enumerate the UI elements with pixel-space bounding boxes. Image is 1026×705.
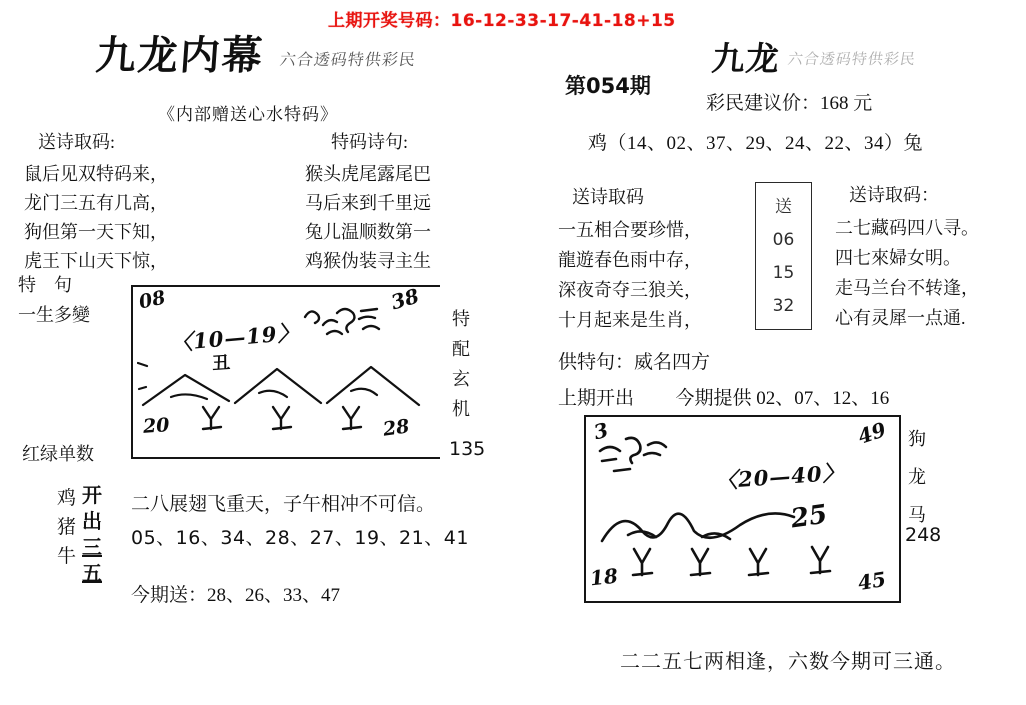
- left-bracket-line: 《内部赠送心水特码》: [158, 105, 338, 125]
- right-side-char-3: 马: [908, 505, 926, 525]
- left-hong-lv-label: 红绿单数: [22, 444, 94, 464]
- left-box-range: 〈10—19〉: [170, 319, 301, 356]
- send-box-label: 送: [775, 197, 792, 217]
- send-box-number-3: 32: [772, 296, 795, 316]
- left-zodiac-2: 猪: [57, 517, 77, 538]
- send-box-number-1: 06: [772, 230, 795, 250]
- left-poem-b-line-2: 马后来到千里远: [305, 193, 431, 213]
- left-box-bottom-left-number: 20: [142, 414, 171, 438]
- right-poem-b-line-3: 走马兰台不转逢，: [835, 278, 979, 298]
- left-poem-b-line-1: 猴头虎尾露尾巴: [305, 164, 431, 184]
- right-box-bottom-right-number: 45: [856, 566, 888, 596]
- left-poem-a-line-3: 狗但第一天下知，: [24, 222, 168, 242]
- left-side-char-1: 特: [452, 309, 470, 329]
- left-zodiac-1: 鸡: [57, 488, 77, 509]
- suggested-price: 彩民建议价：168 元: [706, 93, 873, 114]
- left-poem-a-heading: 送诗取码:: [38, 132, 116, 152]
- left-poem-column-b: [305, 128, 431, 276]
- issue-number: 第054期: [565, 74, 651, 98]
- left-box-tally-marks-icon: [137, 403, 437, 439]
- left-forecast-line: 二八展翅飞重天，子午相冲不可信。: [131, 494, 436, 515]
- right-poem-b-line-4: 心有灵犀一点通.: [835, 308, 966, 328]
- right-bottom-line: 二二五七两相逢，六数今期可三通。: [620, 651, 956, 673]
- left-poem-a-line-4: 虎王下山天下惊，: [24, 251, 168, 271]
- right-number-line: 鸡（14、02、37、29、24、22、34）兔: [588, 133, 924, 154]
- left-te-ju-value: 一生多變: [18, 305, 90, 325]
- right-box-tally-marks-icon: [626, 545, 876, 585]
- right-poem-b-line-1: 二七藏码四八寻。: [835, 218, 979, 238]
- left-kaichu-1: 开: [82, 483, 102, 507]
- right-poem-b-line-2: 四七來婦女明。: [835, 248, 961, 268]
- gong-te-line: 供特句：威名四方: [558, 352, 711, 373]
- right-title-subtitle: 六合透码特供彩民: [786, 52, 918, 68]
- right-title: 九龙: [710, 39, 782, 78]
- current-supply-label: 今期提供 02、07、12、16: [675, 388, 890, 409]
- right-poem-a-line-4: 十月起来是生肖，: [558, 310, 702, 330]
- right-box-top-left-number: 3: [591, 417, 611, 445]
- left-side-char-3: 玄: [452, 369, 470, 389]
- prev-draw-header: 上期开奖号码：16-12-33-17-41-18+15: [328, 11, 676, 31]
- left-drawing-box: [131, 285, 440, 459]
- left-current-send-line: 今期送：28、26、33、47: [131, 585, 341, 606]
- left-te-ju-label: 特 句: [18, 275, 72, 295]
- right-box-scribble-icon: [596, 433, 716, 481]
- left-side-char-2: 配: [452, 339, 470, 359]
- left-side-vertical-label: [452, 304, 470, 424]
- right-poem-column-a: [558, 182, 702, 335]
- left-kaichu-3: 三: [82, 535, 102, 559]
- left-side-char-4: 机: [452, 399, 470, 419]
- left-box-inner-char: 丑: [211, 352, 231, 375]
- left-number-list: 05、16、34、28、27、19、21、41: [131, 527, 469, 549]
- send-box-number-2: 15: [772, 263, 795, 283]
- left-zodiac-column: [57, 484, 76, 571]
- left-poem-b-line-4: 鸡猴伪装寻主生: [305, 251, 431, 271]
- right-poem-b-heading: 送诗取码：: [849, 185, 939, 205]
- right-box-top-right-number: 49: [854, 417, 889, 449]
- left-panel: [0, 0, 510, 705]
- right-poem-column-b: [835, 180, 979, 333]
- left-kaichu-4: 五: [82, 561, 102, 585]
- left-zodiac-3: 牛: [57, 546, 77, 567]
- left-box-top-left-number: 08: [137, 286, 168, 314]
- right-poem-a-line-1: 一五相合要珍惜，: [558, 220, 702, 240]
- right-panel: [510, 0, 1026, 705]
- right-poem-a-line-3: 深夜奇夺三狼关，: [558, 280, 702, 300]
- right-poem-a-line-2: 龍遊春色雨中存，: [558, 250, 702, 270]
- left-title-subtitle: 六合透码特供彩民: [278, 50, 418, 69]
- send-number-box: [755, 182, 812, 330]
- left-box-bottom-right-number: 28: [381, 415, 411, 441]
- left-box-scribble-icon: [301, 301, 411, 343]
- right-box-range: 〈20—40〉: [715, 459, 846, 494]
- left-box-top-right-number: 38: [388, 283, 422, 315]
- left-poem-column-a: [24, 128, 168, 276]
- right-side-char-2: 龙: [908, 467, 926, 487]
- left-poem-a-line-2: 龙门三五有几高，: [24, 193, 168, 213]
- left-side-number: 135: [449, 438, 486, 460]
- right-side-char-1: 狗: [908, 429, 926, 449]
- left-kaichu-2: 出: [82, 509, 102, 533]
- prev-current-row: [558, 383, 889, 410]
- left-poem-b-heading: 特码诗句:: [331, 132, 409, 152]
- left-kaichu-column: [82, 482, 102, 586]
- right-box-bottom-left-number: 18: [588, 563, 620, 591]
- left-poem-a-line-1: 鼠后见双特码来，: [24, 164, 168, 184]
- right-side-number: 248: [905, 524, 942, 546]
- left-title: 九龙内幕: [94, 32, 266, 79]
- right-box-mid-right-number: 25: [789, 499, 830, 535]
- right-side-vertical-label: [908, 420, 926, 534]
- prev-draw-label: 上期开出: [558, 388, 635, 409]
- right-drawing-box: [584, 415, 901, 603]
- right-poem-a-heading: 送诗取码: [572, 187, 644, 207]
- left-poem-b-line-3: 兔儿温顺数第一: [305, 222, 431, 242]
- left-te-ju-block: [18, 270, 90, 330]
